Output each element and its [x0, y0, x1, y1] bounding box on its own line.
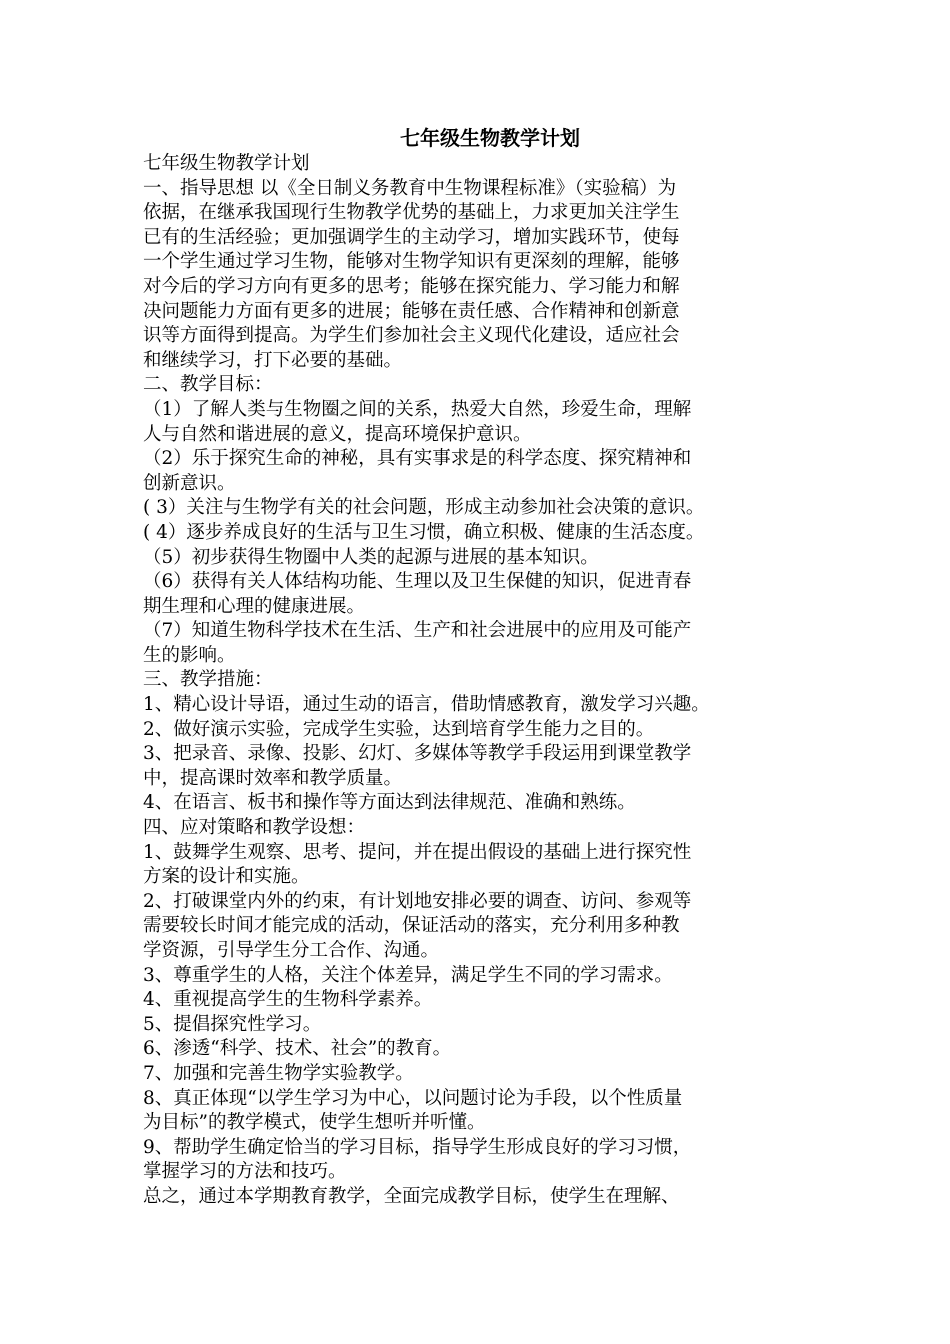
body-line: 识等方面得到提高。为学生们参加社会主义现代化建设，适应社会 [143, 325, 680, 347]
body-line: 1、鼓舞学生观察、思考、提问，并在提出假设的基础上进行探究性 [143, 841, 692, 863]
body-line: （1）了解人类与生物圈之间的关系，热爱大自然，珍爱生命，理解 [143, 398, 692, 420]
body-line: 2、做好演示实验，完成学生实验，达到培育学生能力之目的。 [143, 718, 655, 740]
body-line: 七年级生物教学计划 [143, 153, 310, 174]
body-line: 6、渗透“科学、技术、社会”的教育。 [143, 1038, 452, 1060]
body-line: 9、帮助学生确定恰当的学习目标，指导学生形成良好的学习习惯， [143, 1136, 692, 1158]
body-line: 2、打破课堂内外的约束，有计划地安排必要的调查、访问、参观等 [143, 890, 692, 912]
body-line: ( 3）关注与生物学有关的社会问题，形成主动参加社会决策的意识。 [143, 497, 705, 519]
body-line: 创新意识。 [143, 472, 236, 494]
body-line: 3、把录音、录像、投影、幻灯、多媒体等教学手段运用到课堂教学 [143, 743, 692, 765]
document-title: 七年级生物教学计划 [400, 126, 580, 150]
body-line: 4、在语言、板书和操作等方面达到法律规范、准确和熟练。 [143, 792, 636, 814]
body-line: 一、指导思想 以《全日制义务教育中生物课程标准》（实验稿）为 [143, 177, 677, 199]
body-line: （5）初步获得生物圈中人类的起源与进展的基本知识。 [143, 546, 599, 568]
body-line: 对今后的学习方向有更多的思考；能够在探究能力、学习能力和解 [143, 275, 680, 297]
body-line: 生的影响。 [143, 644, 236, 666]
body-line: （6）获得有关人体结构功能、生理以及卫生保健的知识，促进青春 [143, 571, 692, 593]
body-line: 已有的生活经验；更加强调学生的主动学习，增加实践环节，使每 [143, 226, 680, 248]
body-line: 3、尊重学生的人格，关注个体差异，满足学生不同的学习需求。 [143, 964, 673, 986]
body-line: （7）知道生物科学技术在生活、生产和社会进展中的应用及可能产 [143, 620, 692, 642]
body-line: 4、重视提高学生的生物科学素养。 [143, 989, 433, 1011]
document-body [143, 152, 823, 1210]
body-line: （2）乐于探究生命的神秘，具有实事求是的科学态度、探究精神和 [143, 448, 692, 470]
body-line: 人与自然和谐进展的意义，提高环境保护意识。 [143, 423, 532, 445]
body-line: 三、教学措施： [143, 669, 273, 691]
body-line: 掌握学习的方法和技巧。 [143, 1161, 347, 1183]
body-line: 和继续学习，打下必要的基础。 [143, 349, 403, 371]
body-line: 需要较长时间才能完成的活动，保证活动的落实，充分利用多种教 [143, 915, 680, 937]
body-line: 8、真正体现“以学生学习为中心，以问题讨论为手段，以个性质量 [143, 1087, 683, 1109]
body-line: 为目标”的教学模式，使学生想听并听懂。 [143, 1112, 486, 1134]
body-line: 1、精心设计导语，通过生动的语言，借助情感教育，激发学习兴趣。 [143, 694, 710, 716]
body-line: 决问题能力方面有更多的进展；能够在责任感、合作精神和创新意 [143, 300, 680, 322]
body-line: 5、提倡探究性学习。 [143, 1013, 322, 1035]
body-line: 期生理和心理的健康进展。 [143, 595, 366, 617]
body-line: 四、应对策略和教学设想： [143, 817, 366, 839]
body-line: ( 4）逐步养成良好的生活与卫生习惯，确立积极、健康的生活态度。 [143, 521, 705, 543]
body-line: 一个学生通过学习生物，能够对生物学知识有更深刻的理解，能够 [143, 251, 680, 273]
body-line: 方案的设计和实施。 [143, 866, 310, 888]
body-line: 7、加强和完善生物学实验教学。 [143, 1062, 414, 1084]
body-line: 中，提高课时效率和教学质量。 [143, 767, 403, 789]
body-line: 总之，通过本学期教育教学，全面完成教学目标，使学生在理解、 [143, 1185, 680, 1207]
document-page [143, 124, 823, 1210]
body-line: 二、教学目标： [143, 374, 273, 396]
body-line: 依据，在继承我国现行生物教学优势的基础上，力求更加关注学生 [143, 202, 680, 224]
body-line: 学资源，引导学生分工合作、沟通。 [143, 940, 440, 961]
